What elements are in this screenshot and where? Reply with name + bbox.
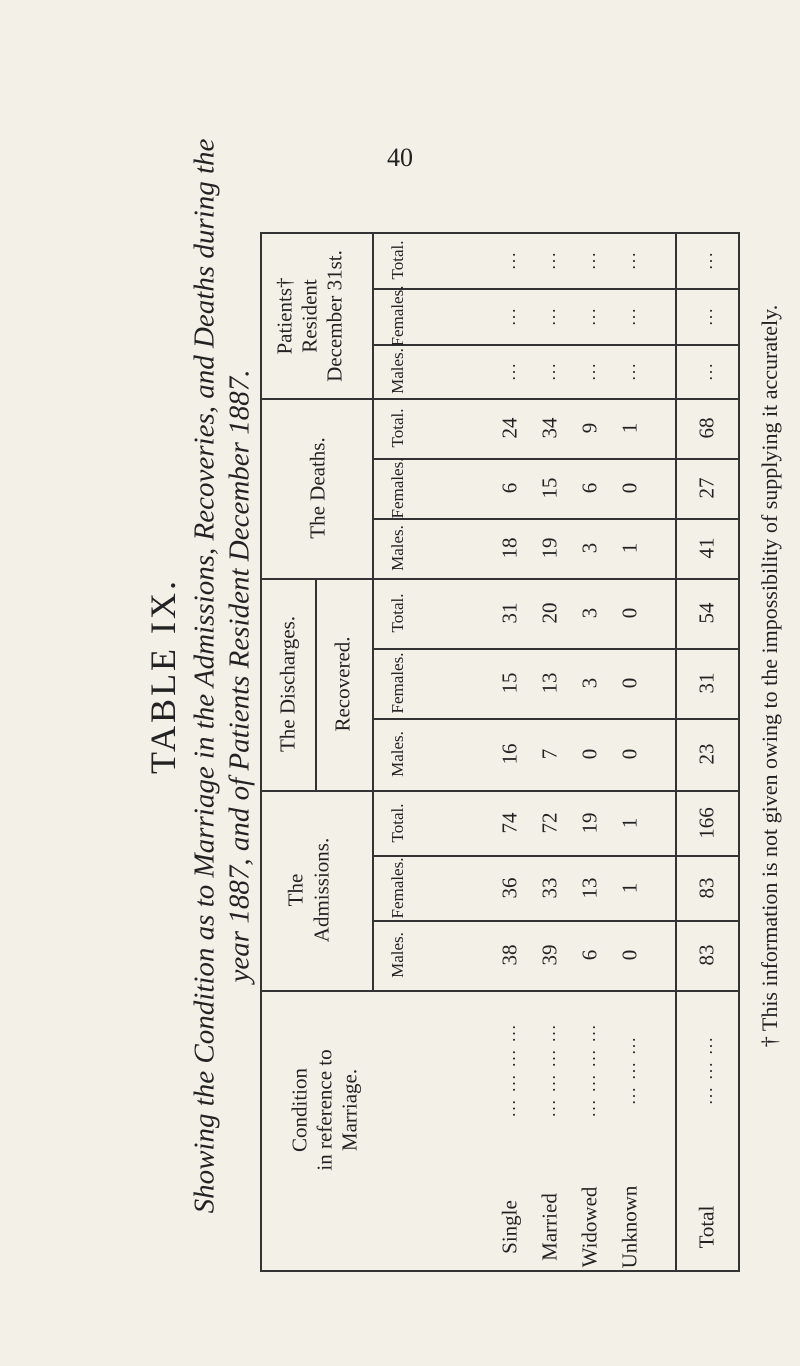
widowed-adm-males: 6 [577, 949, 602, 961]
single-res-total: ... [500, 250, 519, 270]
widowed-adm-females: 13 [577, 877, 602, 899]
unknown-res-males: ... [620, 361, 639, 381]
col-divider-deaths-2 [372, 518, 738, 520]
patients-header-line1: Patients† [272, 277, 297, 355]
total-row-label: Total [694, 1205, 719, 1249]
single-dth-females: 6 [497, 482, 522, 494]
col-divider-admissions-1 [372, 855, 738, 857]
total-row-line [675, 232, 677, 1272]
unknown-adm-males: 0 [617, 949, 642, 961]
row-label: Widowed [577, 1186, 602, 1268]
col-divider-patients-2 [372, 344, 738, 346]
total-res-total: ... [697, 250, 716, 270]
single-adm-total: 74 [497, 812, 522, 834]
widowed-rec-males: 0 [577, 748, 602, 760]
unknown-rec-total: 0 [617, 607, 642, 619]
table-subtitle-line2: year 1887, and of Patients Resident December 1887. [223, 369, 256, 983]
col-adm-total: Total. [388, 803, 407, 843]
divider-admissions-condition [260, 990, 740, 992]
row-leader: ... ... ... ... [580, 1023, 599, 1117]
married-rec-males: 7 [537, 748, 562, 760]
total-adm-females: 83 [694, 877, 719, 899]
single-res-females: ... [500, 306, 519, 326]
married-res-females: ... [540, 306, 559, 326]
patients-header-line2: Resident [297, 279, 322, 353]
unknown-dth-total: 1 [617, 422, 642, 434]
col-res-females: Females. [388, 285, 407, 347]
row-label: Single [497, 1200, 522, 1254]
single-dth-males: 18 [497, 537, 522, 559]
recovered-header: Recovered. [330, 636, 355, 732]
married-dth-females: 15 [537, 477, 562, 499]
widowed-rec-females: 3 [577, 677, 602, 689]
divider-patients-deaths [260, 398, 740, 400]
unknown-rec-females: 0 [617, 677, 642, 689]
widowed-res-females: ... [580, 306, 599, 326]
admissions-header-line2: Admissions. [309, 837, 334, 943]
single-rec-males: 16 [497, 743, 522, 765]
total-row-leader: ... ... ... [697, 1035, 716, 1105]
row-leader: ... ... ... ... [500, 1023, 519, 1117]
total-res-females: ... [697, 306, 716, 326]
col-divider-patients-1 [372, 288, 738, 290]
unknown-dth-males: 1 [617, 542, 642, 554]
divider-discharges-admissions [260, 790, 740, 792]
row-leader: ... ... ... [620, 1035, 639, 1105]
total-res-males: ... [697, 361, 716, 381]
col-dth-females: Females. [388, 457, 407, 519]
married-dth-males: 19 [537, 537, 562, 559]
col-res-males: Males. [388, 348, 407, 394]
married-adm-males: 39 [537, 944, 562, 966]
col-divider-admissions-2 [372, 920, 738, 922]
single-dth-total: 24 [497, 417, 522, 439]
col-adm-females: Females. [388, 857, 407, 919]
single-adm-females: 36 [497, 877, 522, 899]
row-leader: ... ... ... ... [540, 1023, 559, 1117]
total-rec-females: 31 [694, 672, 719, 694]
unknown-adm-females: 1 [617, 882, 642, 894]
table-subtitle-line1: Showing the Condition as to Marriage in the Admissions, Recoveries, and Deaths during the [188, 138, 221, 1214]
col-rec-females: Females. [388, 652, 407, 714]
unknown-adm-total: 1 [617, 817, 642, 829]
married-rec-females: 13 [537, 672, 562, 694]
widowed-dth-total: 9 [577, 422, 602, 434]
unknown-dth-females: 0 [617, 482, 642, 494]
total-adm-total: 166 [694, 807, 719, 839]
total-dth-total: 68 [694, 417, 719, 439]
widowed-res-males: ... [580, 361, 599, 381]
unknown-rec-males: 0 [617, 748, 642, 760]
widowed-dth-males: 3 [577, 542, 602, 554]
married-res-total: ... [540, 250, 559, 270]
unknown-res-females: ... [620, 306, 639, 326]
condition-header-line2: in reference to [312, 1049, 337, 1171]
married-adm-total: 72 [537, 812, 562, 834]
col-res-total: Total. [388, 240, 407, 280]
widowed-adm-total: 19 [577, 812, 602, 834]
col-adm-males: Males. [388, 932, 407, 978]
total-dth-males: 41 [694, 537, 719, 559]
col-divider-discharges-2 [372, 718, 738, 720]
single-rec-total: 31 [497, 602, 522, 624]
total-rec-total: 54 [694, 602, 719, 624]
table-top-border [260, 232, 740, 234]
widowed-res-total: ... [580, 250, 599, 270]
single-adm-males: 38 [497, 944, 522, 966]
col-rec-total: Total. [388, 593, 407, 633]
married-rec-total: 20 [537, 602, 562, 624]
widowed-rec-total: 3 [577, 607, 602, 619]
unknown-res-total: ... [620, 250, 639, 270]
table-left-border [260, 232, 262, 1272]
admissions-header-line1: The [283, 873, 308, 907]
married-res-males: ... [540, 361, 559, 381]
table-right-border [738, 232, 740, 1272]
divider-deaths-discharges [260, 578, 740, 580]
married-dth-total: 34 [537, 417, 562, 439]
condition-header-line1: Condition [287, 1067, 312, 1153]
table-title: TABLE IX. [143, 577, 183, 775]
recovered-header-line [315, 578, 317, 790]
single-rec-females: 15 [497, 672, 522, 694]
col-rec-males: Males. [388, 731, 407, 777]
col-divider-deaths-1 [372, 458, 738, 460]
deaths-header: The Deaths. [305, 437, 330, 539]
footnote: † This information is not given owing to the impossibility of supplying it accurately. [757, 304, 782, 1048]
single-res-males: ... [500, 361, 519, 381]
col-dth-total: Total. [388, 408, 407, 448]
row-label: Married [537, 1193, 562, 1261]
total-dth-females: 27 [694, 477, 719, 499]
table-bottom-border [260, 1270, 740, 1272]
row-label: Unknown [617, 1185, 642, 1269]
total-adm-males: 83 [694, 944, 719, 966]
col-dth-males: Males. [388, 525, 407, 571]
patients-header-line3: December 31st. [322, 250, 347, 382]
col-divider-discharges-1 [372, 648, 738, 650]
married-adm-females: 33 [537, 877, 562, 899]
discharges-header: The Discharges. [275, 615, 300, 753]
page-number: 40 [387, 143, 413, 172]
total-rec-males: 23 [694, 743, 719, 765]
condition-header-line3: Marriage. [337, 1068, 362, 1152]
widowed-dth-females: 6 [577, 482, 602, 494]
